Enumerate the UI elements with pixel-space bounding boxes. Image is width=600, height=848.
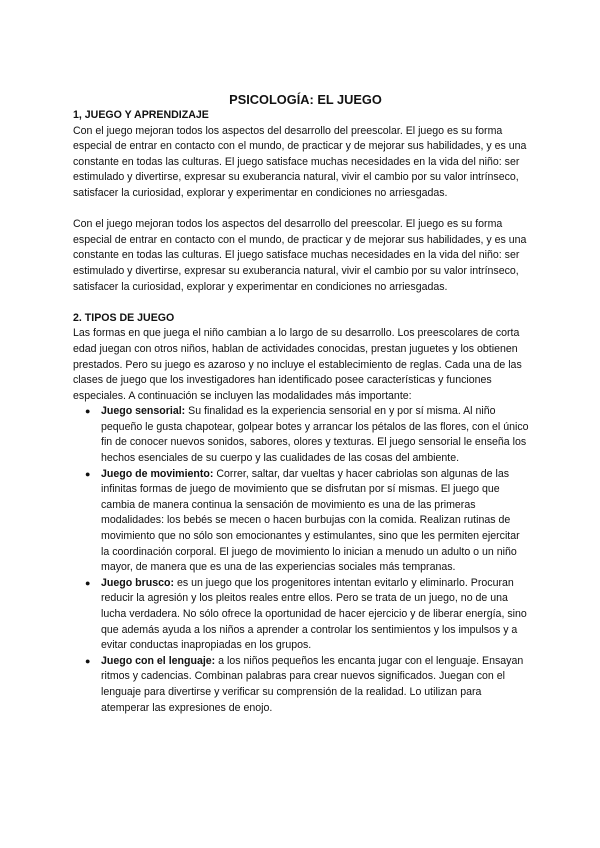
section-1-heading: 1, JUEGO Y APRENDIZAJE — [73, 109, 209, 121]
section-2-heading: 2. TIPOS DE JUEGO — [73, 311, 175, 324]
list-item-text: es un juego que los progenitores intentan evitarlo y eliminarlo. Procuran reducir la agresión y los pleitos reales entre ellos. Pero se trata de un juego, no de una lucha verdadera. No sólo ofrece la oportunidad de hacer ejercicio y de liberar energía, sino que además ayuda a los niños a aprender a controlar los sentimientos y los impulsos y a evitar conductas inapropiadas en los grupos. — [101, 576, 527, 652]
bullet-icon: ● — [85, 406, 91, 417]
page-title: PSICOLOGÍA: EL JUEGO — [229, 92, 382, 107]
section-2-intro: Las formas en que juega el niño cambian a lo largo de su desarrollo. Los preescolares de corta edad juegan con otros niños, hablan de actividades conocidas, prestan juguetes y los obtienen prestados. Pero su juego es azaroso y no incluye el establecimiento de reglas. Cada una de las clases de juego que los investigadores han identificado posee características y funciones especiales. A continuación se incluyen las modalidades más importante: — [73, 327, 522, 402]
paragraph-spacer — [73, 202, 530, 218]
section-1-paragraph-2: Con el juego mejoran todos los aspectos del desarrollo del preescolar. El juego es su forma especial de entrar en contacto con el mundo, de practicar y de mejorar sus habilidades, y es una constante en todas las culturas. El juego satisface muchas necesidades en la vida del niño: ser estimulado y divertirse, expresar su exuberancia natural, vivir el cambio por su valor intrínseco, satisfacer la curiosidad, explorar y experimentar en condiciones no arriesgadas. — [73, 218, 527, 293]
list-item-term: Juego sensorial: — [101, 405, 186, 418]
list-item-lenguaje — [85, 654, 530, 716]
section-spacer — [73, 295, 530, 311]
play-types-list — [73, 404, 530, 716]
list-item-sensorial — [85, 404, 530, 466]
list-item-term: Juego brusco: — [101, 576, 174, 589]
bullet-icon: ● — [85, 577, 91, 588]
bullet-icon: ● — [85, 468, 91, 479]
list-item-text: Correr, saltar, dar vueltas y hacer cabriolas son algunas de las infinitas formas de juego de movimiento que se disfrutan por sí mismas. El juego que cambia de manera continua la sensación de movimiento es una de las primeras modalidades: los bebés se mecen o hacen burbujas con la comida. Realizan rutinas de movimiento que no sólo son emocionantes y estimulantes, sino que les permiten ejercitar la coordinación corporal. El juego de movimiento lo inician a menudo un adulto o un niño mayor, de manera que es una de las experiencias sociales más tempranas. — [101, 467, 520, 574]
section-1-paragraph-1: Con el juego mejoran todos los aspectos del desarrollo del preescolar. El juego es su forma especial de entrar en contacto con el mundo, de practicar y de mejorar sus habilidades, y es una constante en todas las culturas. El juego satisface muchas necesidades en la vida del niño: ser estimulado y divertirse, expresar su exuberancia natural, vivir el cambio por su valor intrínseco, satisfacer la curiosidad, explorar y experimentar en condiciones no arriesgadas. — [73, 124, 527, 199]
list-item-term: Juego con el lenguaje: — [101, 654, 216, 667]
bullet-icon: ● — [85, 655, 91, 666]
list-item-text: Su finalidad es la experiencia sensorial en y por sí misma. Al niño pequeño le gusta chapotear, golpear botes y arrancar los pétalos de las flores, con el único fin de conocer nuevos sonidos, sabores, olores y texturas. El juego sensorial le enseña los hechos esenciales de su cuerpo y las cualidades de las cosas del ambiente. — [101, 405, 529, 465]
list-item-movimiento — [85, 467, 530, 576]
list-item-text: a los niños pequeños les encanta jugar con el lenguaje. Ensayan ritmos y cadencias. Combinan palabras para crear nuevos significados. Juegan con el lenguaje para divertirse y verificar su comprensión de la realidad. Lo utilizan para atemperar las expresiones de enojo. — [101, 654, 524, 714]
list-item-brusco — [85, 576, 530, 654]
list-item-term: Juego de movimiento: — [101, 467, 214, 480]
